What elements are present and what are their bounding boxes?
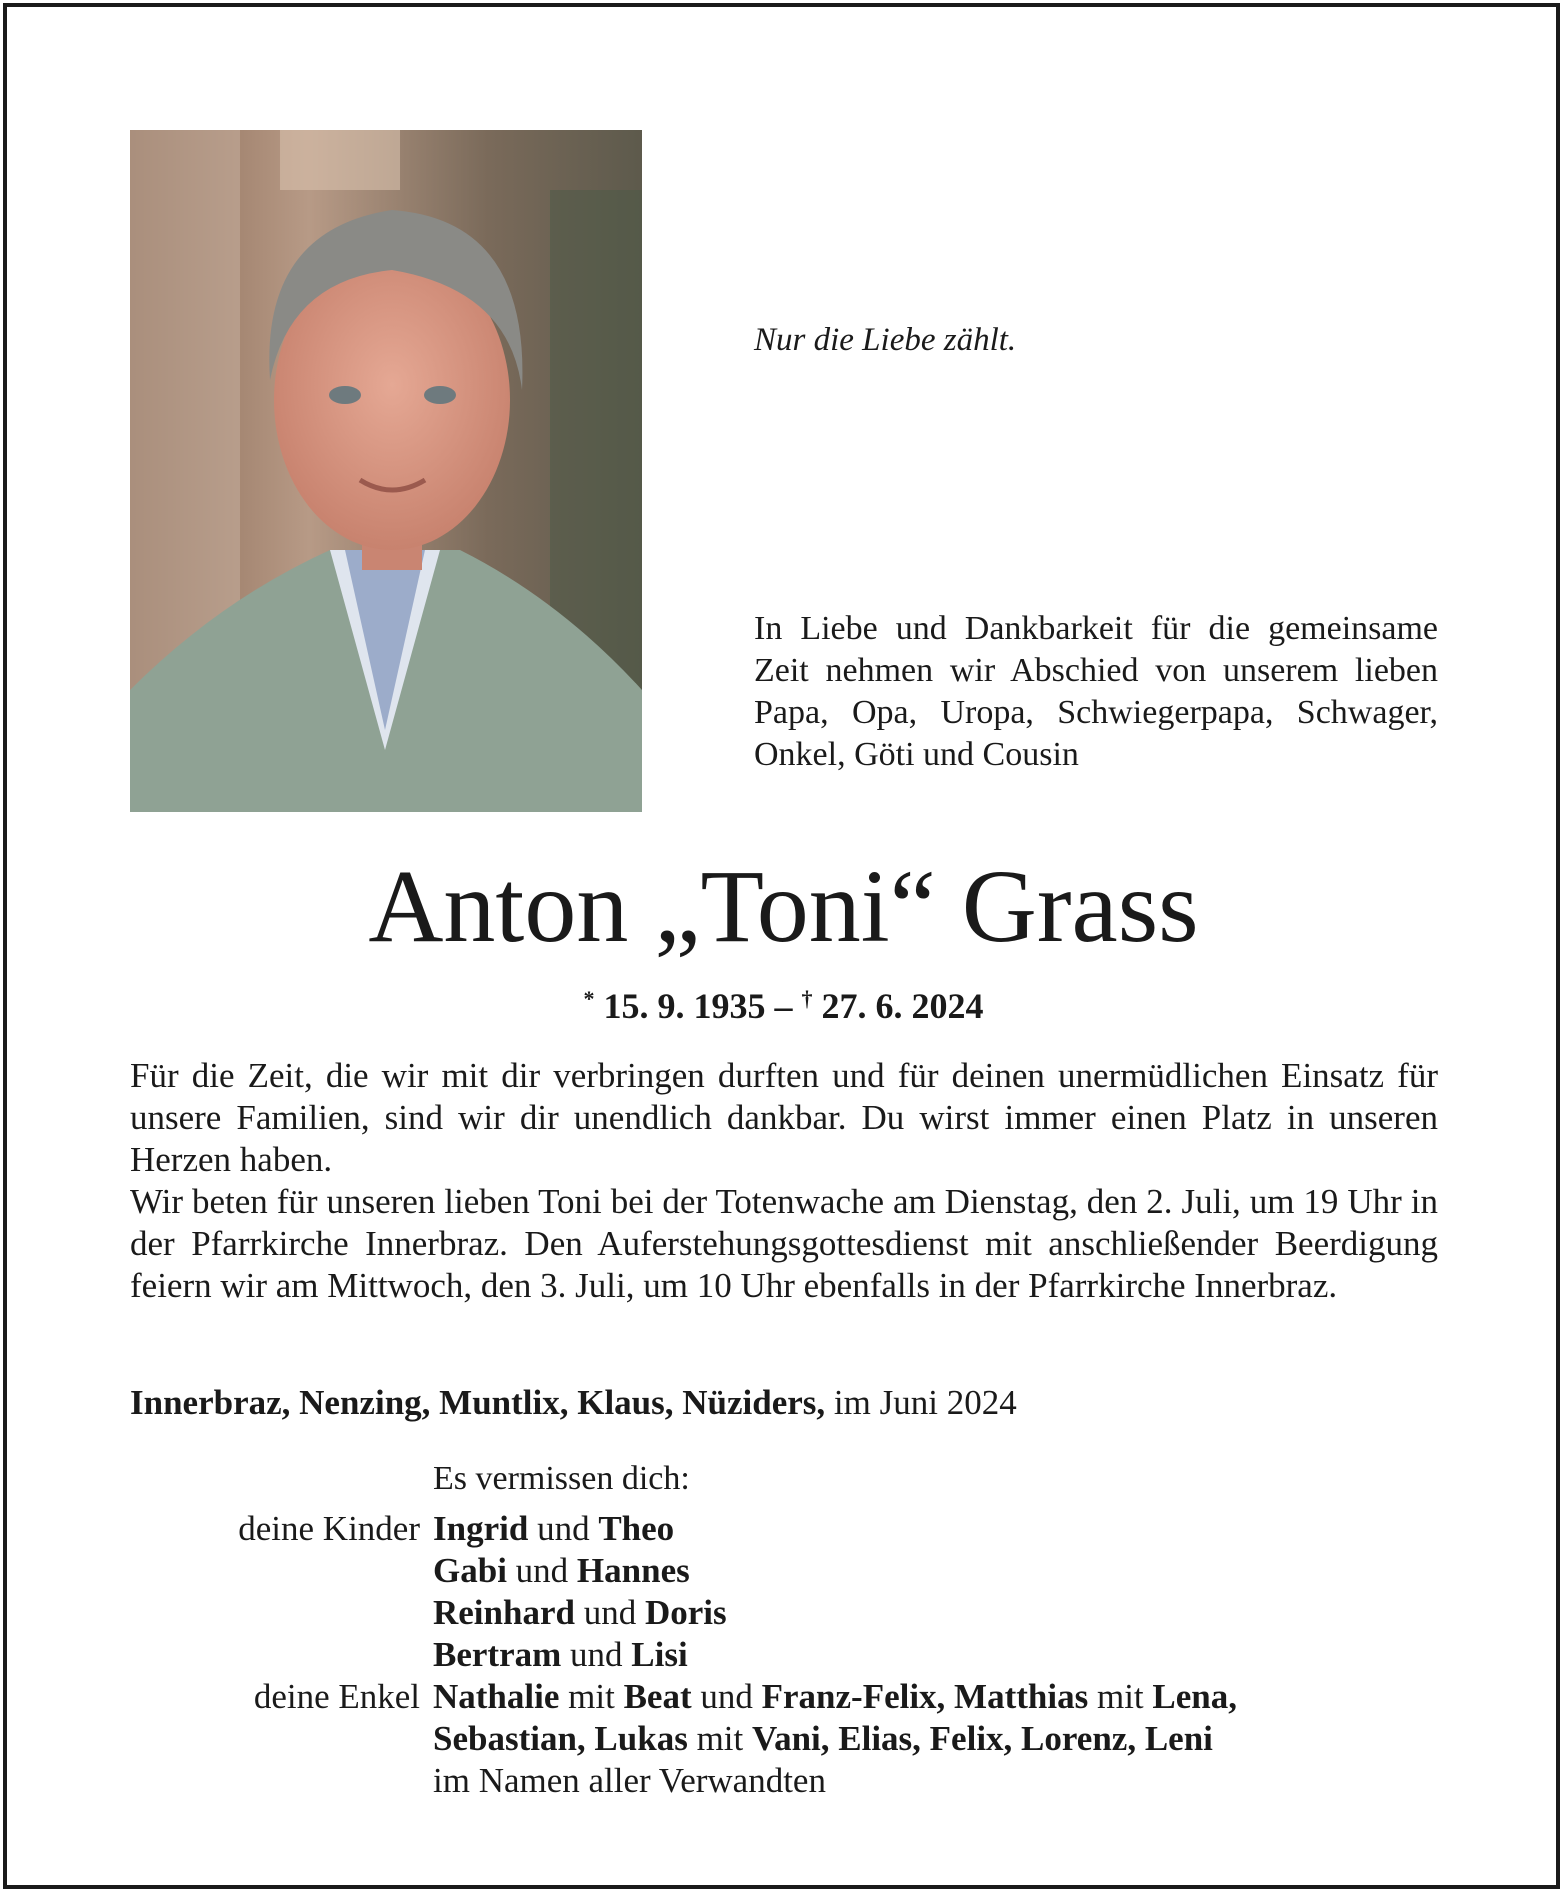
- body-paragraph-thanks: Für die Zeit, die wir mit dir verbringen durften und für deinen unermüdlichen Einsatz für unsere Familien, sind wir dir unendlich dankbar. Du wirst immer einen Platz in unseren Herzen haben.: [130, 1056, 1438, 1179]
- kinder-label: deine Kinder: [238, 1509, 420, 1548]
- life-dates: [0, 985, 1567, 1027]
- grandchild-name: Nathalie: [433, 1677, 560, 1716]
- connector: und: [528, 1509, 599, 1548]
- miss-label: Es vermissen dich:: [433, 1460, 690, 1497]
- body-text: [130, 1055, 1438, 1307]
- child-name: Bertram: [433, 1635, 562, 1674]
- deceased-name: Anton „Toni“ Grass: [368, 849, 1199, 964]
- connector: und: [574, 1593, 645, 1632]
- kinder-line: [433, 1592, 1450, 1634]
- connector: und: [506, 1551, 577, 1590]
- kinder-line: [433, 1550, 1450, 1592]
- partner-name: Lisi: [631, 1635, 688, 1674]
- death-mark: †: [801, 986, 813, 1011]
- connector: mit: [687, 1719, 753, 1758]
- partner-name: Doris: [644, 1593, 727, 1632]
- child-name: Ingrid: [433, 1509, 529, 1548]
- grandchild-name: Franz-Felix, Matthias: [761, 1677, 1089, 1716]
- birth-mark: *: [583, 986, 595, 1011]
- kinder-line: [433, 1508, 1450, 1550]
- kinder-line: [433, 1634, 1450, 1676]
- connector: und: [561, 1635, 632, 1674]
- child-name: Gabi: [433, 1551, 507, 1590]
- motto: Nur die Liebe zählt.: [754, 322, 1017, 358]
- family-list: [130, 1508, 1450, 1802]
- intro-text: In Liebe und Dankbarkeit für die gemeinsame Zeit nehmen wir Abschied von unserem lieben Papa, Opa, Uropa, Schwiegerpapa, Schwager, Onkel, Göti und Cousin: [754, 610, 1438, 773]
- places-date: im Juni 2024: [825, 1383, 1017, 1422]
- birth-date: 15. 9. 1935 –: [603, 986, 793, 1026]
- enkel-line: [433, 1718, 1450, 1760]
- grandchild-name: Beat: [623, 1677, 692, 1716]
- connector: mit: [1088, 1677, 1153, 1716]
- places-towns: Innerbraz, Nenzing, Muntlix, Klaus, Nüziders,: [130, 1383, 826, 1422]
- connector: mit: [559, 1677, 624, 1716]
- connector: und: [691, 1677, 762, 1716]
- grandchild-name: Lena,: [1152, 1677, 1238, 1716]
- grandchild-name: Sebastian, Lukas: [433, 1719, 688, 1758]
- enkel-group: [130, 1676, 1450, 1802]
- child-name: Reinhard: [433, 1593, 575, 1632]
- enkel-line: [433, 1676, 1450, 1718]
- death-date: 27. 6. 2024: [821, 986, 984, 1026]
- closing-line: im Namen aller Verwandten: [433, 1761, 826, 1800]
- partner-name: Theo: [598, 1509, 675, 1548]
- places-line: [130, 1383, 1017, 1423]
- grandchild-name: Vani, Elias, Felix, Lorenz, Leni: [752, 1719, 1213, 1758]
- body-paragraph-services: Wir beten für unseren lieben Toni bei der Totenwache am Dienstag, den 2. Juli, um 19 Uhr in der Pfarrkirche Innerbraz. Den Auferstehungsgottesdienst mit anschließender Beerdigung feiern wir am Mittwoch, den 3. Juli, um 10 Uhr ebenfalls in der Pfarrkirche Innerbraz.: [130, 1182, 1438, 1305]
- portrait-photo: [130, 130, 642, 812]
- partner-name: Hannes: [576, 1551, 690, 1590]
- kinder-group: [130, 1508, 1450, 1676]
- enkel-label: deine Enkel: [253, 1677, 420, 1716]
